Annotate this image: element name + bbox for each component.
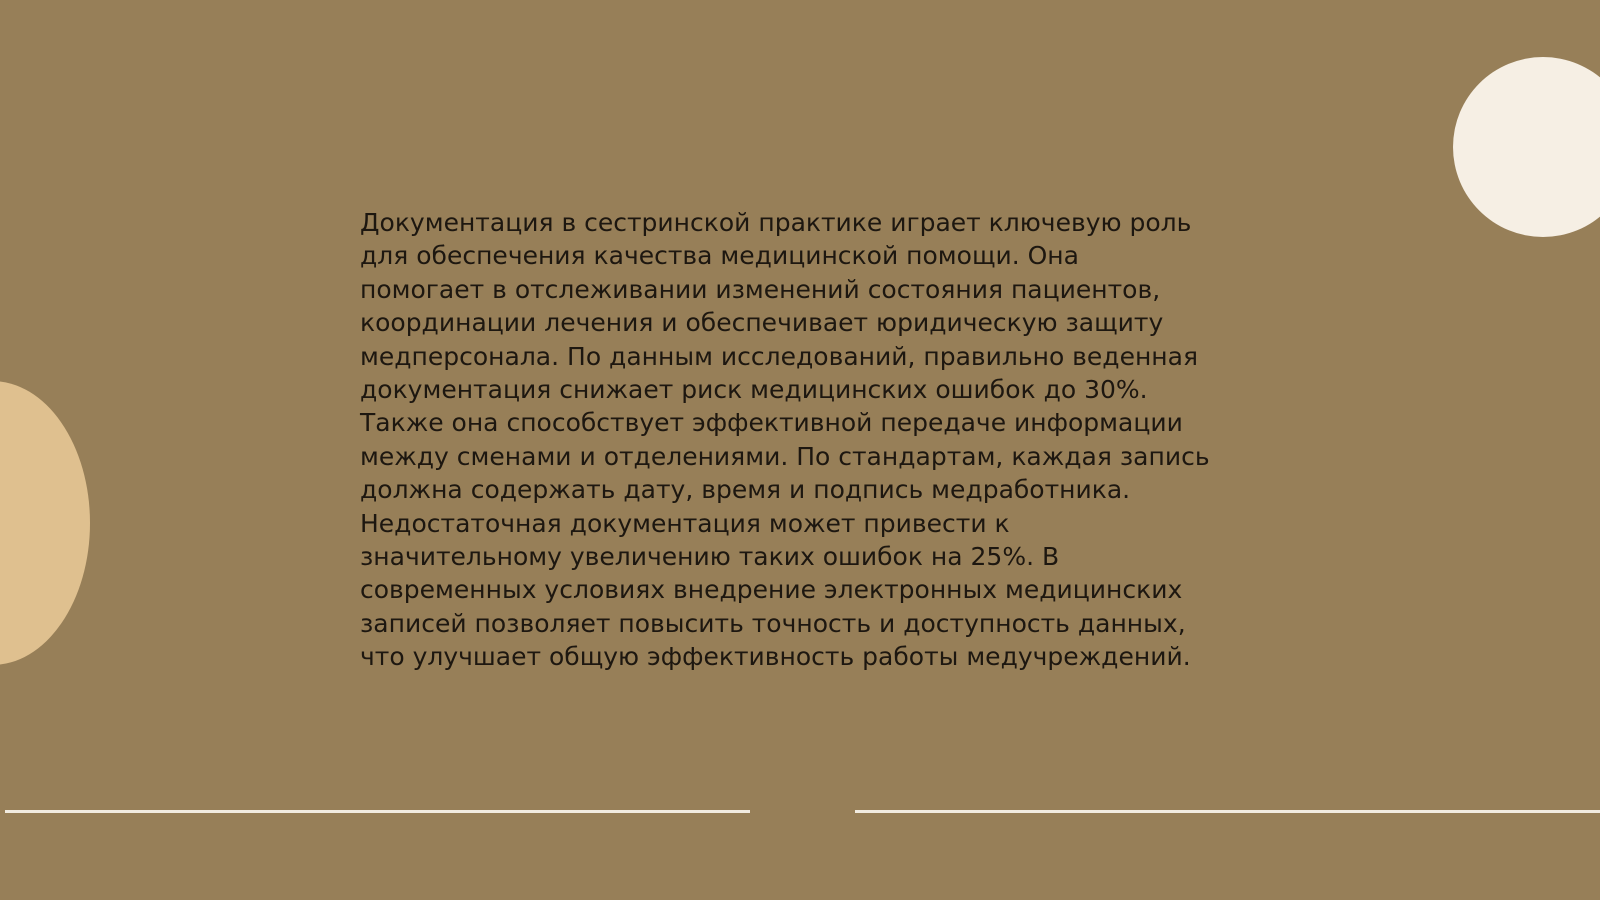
- paragraph-line: медперсонала. По данным исследований, правильно веденная: [360, 341, 1199, 371]
- divider-line-left: [5, 810, 750, 813]
- paragraph-line: что улучшает общую эффективность работы медучреждений.: [360, 642, 1191, 672]
- paragraph-line: Документация в сестринской практике играет ключевую роль: [360, 208, 1192, 237]
- paragraph-line: записей позволяет повысить точность и доступность данных,: [360, 608, 1186, 638]
- body-paragraph: [360, 206, 1260, 674]
- paragraph-line: помогает в отслеживании изменений состояния пациентов,: [360, 274, 1161, 304]
- paragraph-line: значительному увеличению таких ошибок на 25%. В: [360, 542, 1060, 572]
- paragraph-line: должна содержать дату, время и подпись медработника.: [360, 475, 1131, 505]
- paragraph-line: для обеспечения качества медицинской помощи. Она: [360, 241, 1079, 271]
- paragraph-line: Недостаточная документация может привести к: [360, 508, 1010, 538]
- paragraph-line: координации лечения и обеспечивает юридическую защиту: [360, 308, 1164, 338]
- paragraph-line: современных условиях внедрение электронных медицинских: [360, 575, 1183, 605]
- decorative-circle-top-right: [1453, 57, 1600, 237]
- decorative-circle-left: [0, 381, 90, 665]
- paragraph-line: между сменами и отделениями. По стандартам, каждая запись: [360, 441, 1210, 471]
- paragraph-line: документация снижает риск медицинских ошибок до 30%.: [360, 375, 1148, 405]
- divider-line-right: [855, 810, 1600, 813]
- paragraph-line: Также она способствует эффективной передаче информации: [360, 408, 1183, 438]
